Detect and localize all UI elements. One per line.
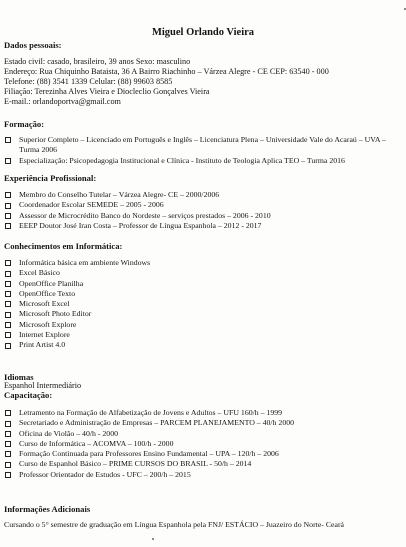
informatica-heading: Conhecimentos em Informática:	[4, 241, 123, 251]
checkbox-bullet-icon	[5, 271, 11, 277]
checkbox-bullet-icon	[5, 281, 11, 287]
experiencia-item: Assessor de Microcrédito Banco do Nordeste – serviços prestados – 2006 - 2010	[4, 211, 271, 221]
informatica-item: Print Artist 4.0	[4, 340, 150, 350]
informatica-item: Internet Explore	[4, 330, 150, 340]
checkbox-bullet-icon	[5, 192, 11, 198]
formacao-list	[4, 135, 402, 166]
informatica-item: OpenOffice Planilha	[4, 279, 150, 289]
formacao-item: Superior Completo – Licenciado em Português e Inglês – Licenciatura Plena – Universidade Vale do Acaraú – UVA – Turma 2006	[4, 135, 402, 156]
capacitacao-item: Curso de Informática – ACOMVA – 100/h - 2000	[4, 439, 294, 449]
checkbox-bullet-icon	[5, 441, 11, 447]
experiencia-heading: Experiência Profissional:	[4, 173, 97, 183]
checkbox-bullet-icon	[5, 322, 11, 328]
informatica-item: OpenOffice Texto	[4, 289, 150, 299]
checkbox-bullet-icon	[5, 431, 11, 437]
informatica-item: Microsoft Photo Editor	[4, 309, 150, 319]
experiencia-item: Membro do Conselho Tutelar – Várzea Alegre- CE – 2000/2006	[4, 190, 271, 200]
checkbox-bullet-icon	[5, 312, 11, 318]
checkbox-bullet-icon	[5, 472, 11, 478]
personal-parents: Filiação: Terezinha Alves Vieira e Diocleclio Gonçalves Vieira	[4, 87, 210, 96]
scan-speck	[152, 538, 154, 540]
personal-address: Endereço: Rua Chiquinho Bataista, 36 A Bairro Riachinho – Várzea Alegre - CE CEP: 63540 - 000	[4, 67, 329, 76]
checkbox-bullet-icon	[5, 137, 11, 143]
checkbox-bullet-icon	[5, 462, 11, 468]
personal-email: E-mail.: orlandoportva@gmail.com	[4, 97, 121, 106]
capacitacao-item: Letramento na Formação de Alfabetização de Jovens e Adultos – UFU 160/h – 1999	[4, 408, 294, 418]
capacitacao-item: Secretariado e Administração de Empresas – PARCEM PLANEJAMENTO – 40/h 2000	[4, 418, 294, 428]
checkbox-bullet-icon	[5, 260, 11, 266]
idiomas-value: Espanhol Intermediário	[4, 381, 82, 390]
scan-speck	[404, 8, 406, 10]
formacao-item: Especialização: Psicopedagogia Institucional e Clínica - Instituto de Teologia Aplica TEO – Turma 2016	[4, 156, 402, 166]
informatica-item: Microsoft Explore	[4, 320, 150, 330]
formacao-heading: Formação:	[4, 119, 45, 129]
informatica-list	[4, 258, 150, 351]
personal-phone: Telefone: (88) 3541 1339 Celular: (88) 99603 8585	[4, 77, 173, 86]
informatica-item: Informática básica em ambiente Windows	[4, 258, 150, 268]
checkbox-bullet-icon	[5, 291, 11, 297]
checkbox-bullet-icon	[5, 451, 11, 457]
checkbox-bullet-icon	[5, 213, 11, 219]
informatica-item: Excel Básico	[4, 268, 150, 278]
checkbox-bullet-icon	[5, 158, 11, 164]
capacitacao-list	[4, 408, 294, 480]
capacitacao-item: Professor Orientador de Estudos - UFC – 200/h – 2015	[4, 470, 294, 480]
experiencia-list	[4, 190, 271, 231]
checkbox-bullet-icon	[5, 343, 11, 349]
checkbox-bullet-icon	[5, 332, 11, 338]
capacitacao-item: Curso de Espanhol Básico – PRIME CURSOS DO BRASIL - 50/h – 2014	[4, 459, 294, 469]
capacitacao-item: Formação Continuada para Professores Ensino Fundamental – UPA – 120/h – 2006	[4, 449, 294, 459]
adicionais-text: Cursando o 5° semestre de graduação em Língua Espanhola pela FNJ/ ESTÁCIO – Juazeiro do Norte- Ceará	[4, 520, 345, 529]
personal-heading: Dados pessoais:	[4, 40, 62, 50]
adicionais-heading: Informações Adicionais	[4, 504, 91, 514]
idiomas-heading: Idiomas	[4, 372, 34, 382]
checkbox-bullet-icon	[5, 410, 11, 416]
informatica-item: Microsoft Excel	[4, 299, 150, 309]
experiencia-item: EEEP Doutor José Iran Costa – Professor de Língua Espanhola – 2012 - 2017	[4, 221, 271, 231]
checkbox-bullet-icon	[5, 301, 11, 307]
checkbox-bullet-icon	[5, 203, 11, 209]
checkbox-bullet-icon	[5, 223, 11, 229]
resume-name: Miguel Orlando Vieira	[151, 27, 255, 38]
checkbox-bullet-icon	[5, 421, 11, 427]
personal-civil-status: Estado civil: casado, brasileiro, 39 anos Sexo: masculino	[4, 57, 191, 66]
capacitacao-item: Oficina de Violão – 40/h - 2000	[4, 429, 294, 439]
capacitacao-heading: Capacitação:	[4, 390, 53, 400]
experiencia-item: Coordenador Escolar SEMEDE – 2005 - 2006	[4, 200, 271, 210]
